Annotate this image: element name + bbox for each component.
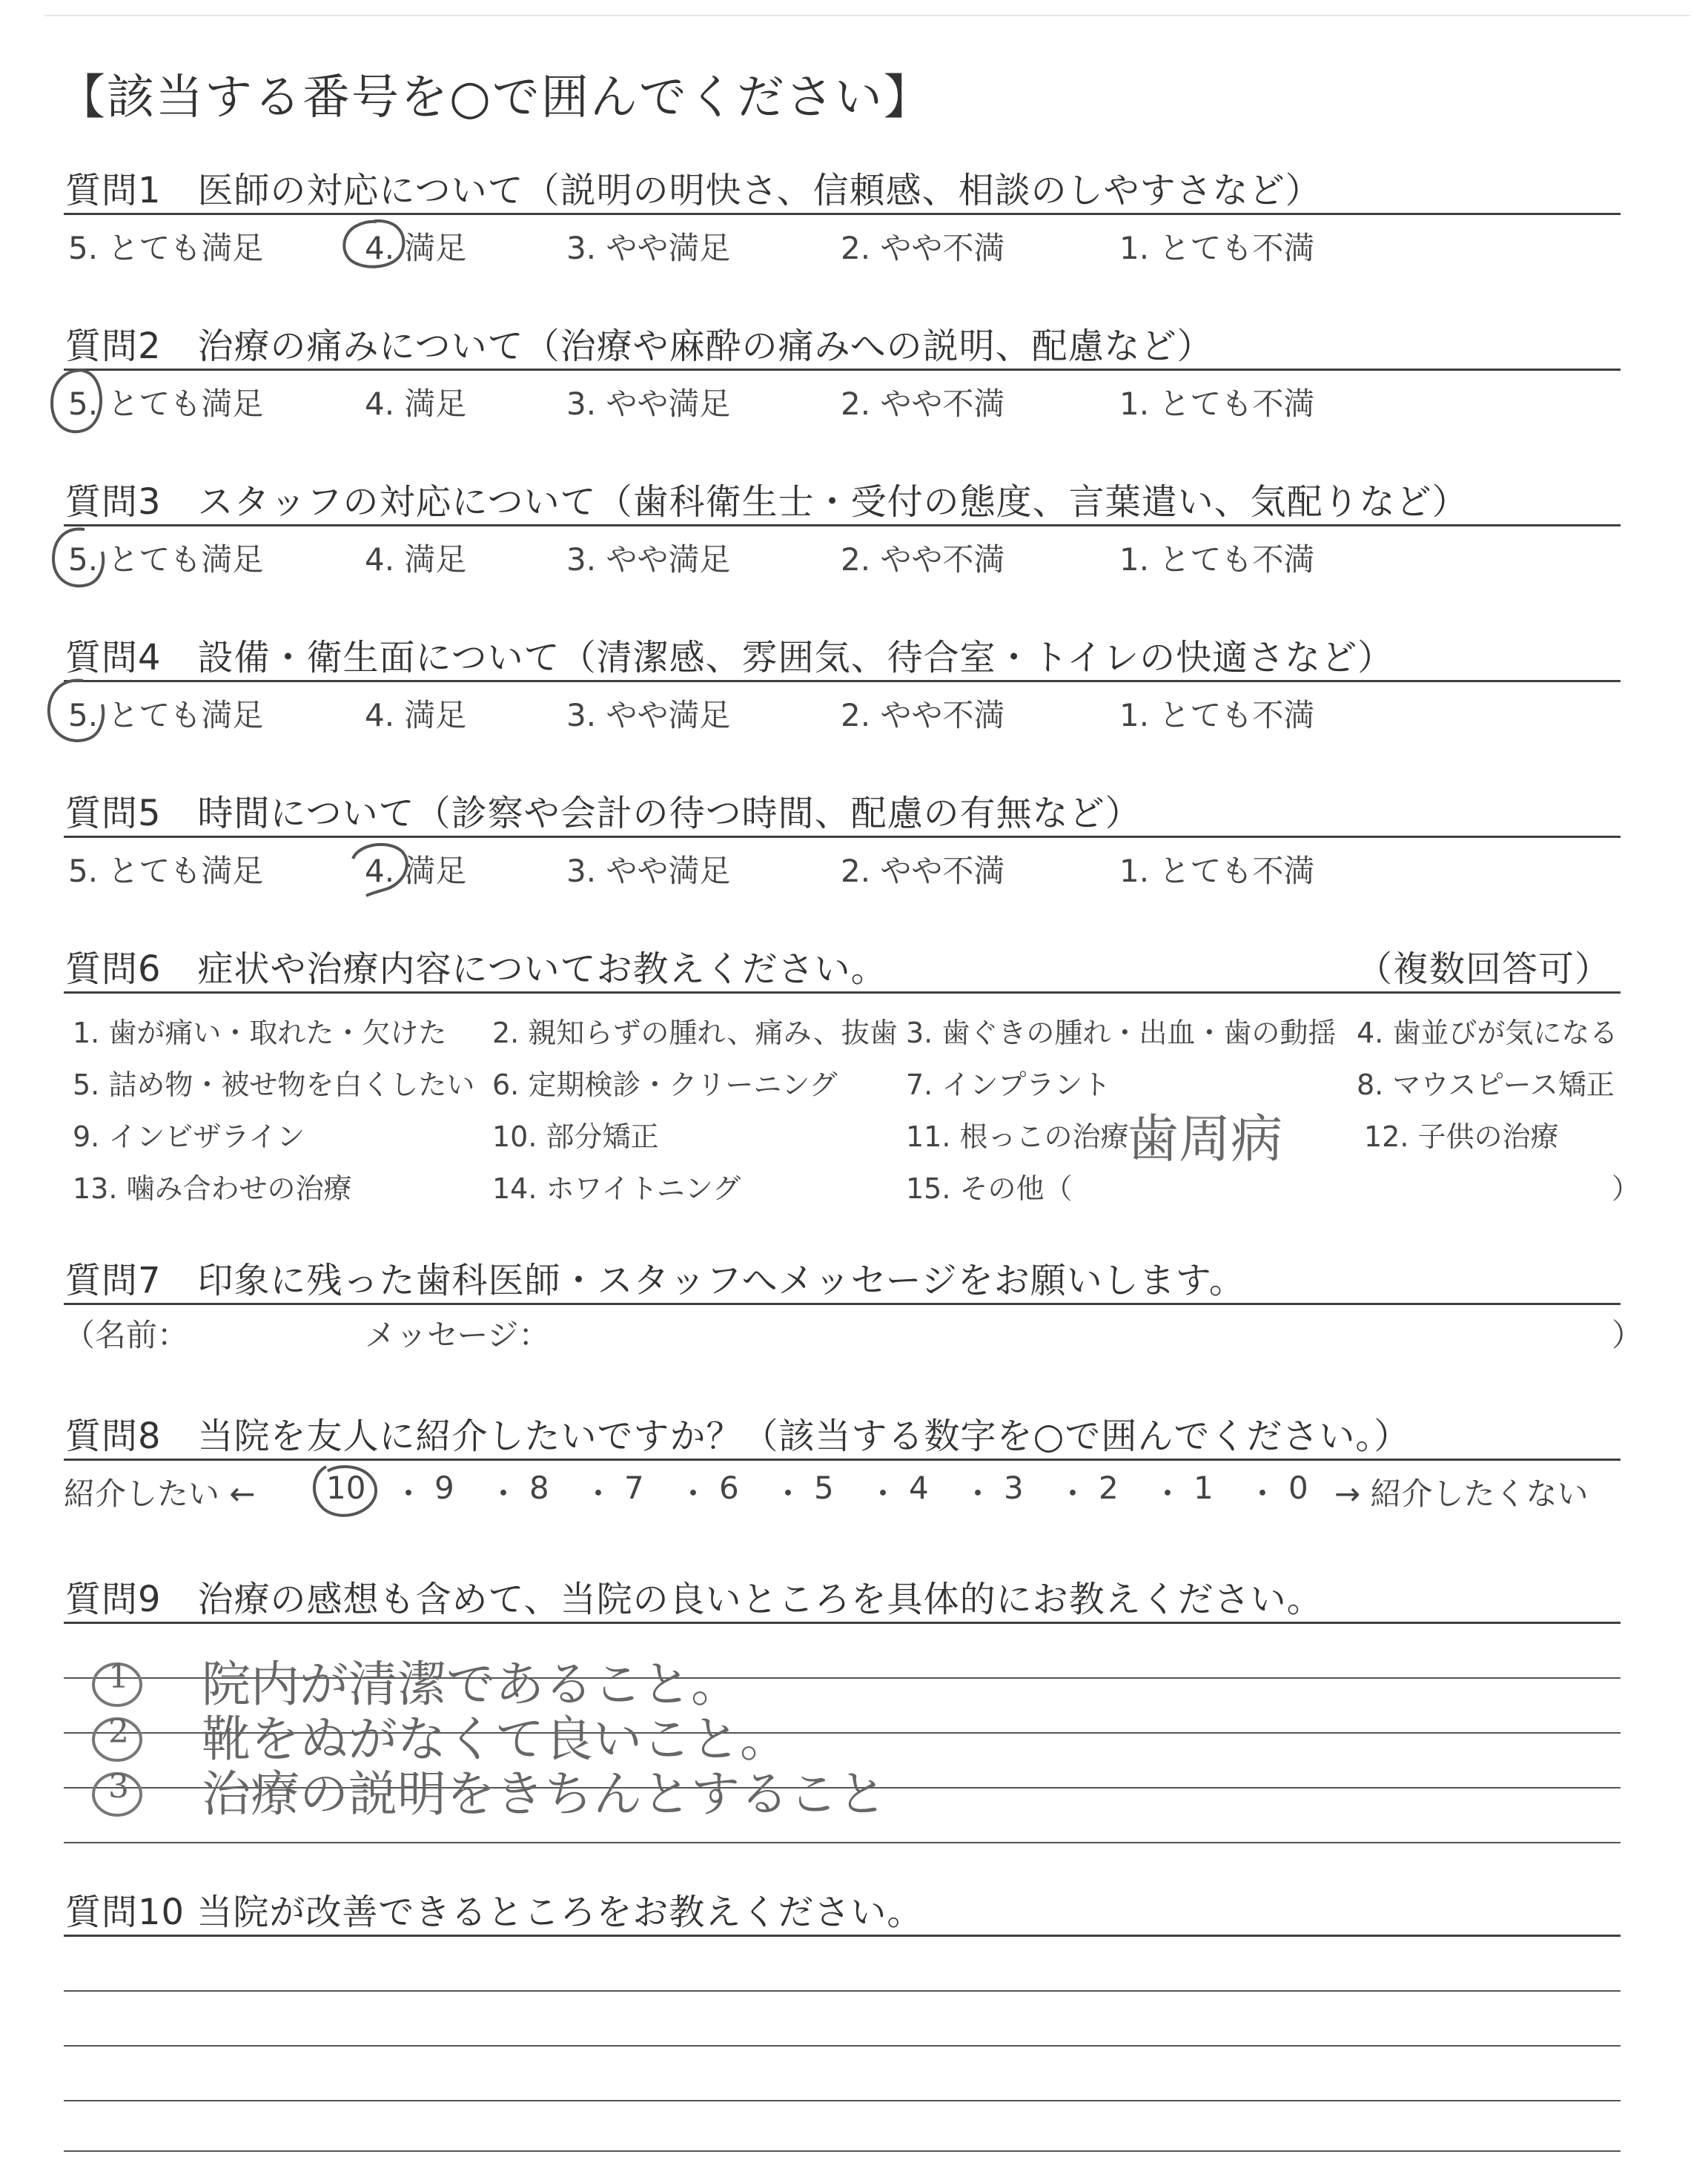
recommend-right-label: → 紹介したくない bbox=[1334, 1476, 1589, 1512]
q3-option-4[interactable]: 4. 満足 bbox=[365, 541, 467, 578]
q3-option-2[interactable]: 2. やや不満 bbox=[841, 541, 1005, 578]
question-9: 質問9 治療の感想も含めて、当院の良いところを具体的にお教えください。 bbox=[65, 1579, 1323, 1620]
handwritten-symptom: 歯周病 bbox=[1127, 1109, 1282, 1169]
scale-value[interactable]: 10 bbox=[326, 1470, 366, 1506]
symptom-item[interactable]: 15. その他（ bbox=[906, 1172, 1073, 1205]
symptom-item[interactable]: 9. インビザライン bbox=[73, 1120, 305, 1153]
question-10-rule bbox=[64, 1935, 1621, 1937]
symptom-item[interactable]: 1. 歯が痛い・取れた・欠けた bbox=[73, 1017, 447, 1049]
q3-option-3[interactable]: 3. やや満足 bbox=[566, 541, 731, 578]
symptom-item[interactable]: 11. 根っこの治療 bbox=[906, 1120, 1129, 1153]
top-border bbox=[44, 15, 1690, 16]
symptom-item[interactable]: 5. 詰め物・被せ物を白くしたい bbox=[73, 1069, 475, 1101]
scale-value[interactable]: 5 bbox=[814, 1470, 834, 1506]
q1-option-3[interactable]: 3. やや満足 bbox=[566, 230, 731, 266]
question-9-rule bbox=[64, 1622, 1621, 1624]
q5-option-3[interactable]: 3. やや満足 bbox=[566, 853, 731, 889]
answer-line bbox=[64, 1842, 1621, 1843]
q2-option-2[interactable]: 2. やや不満 bbox=[841, 386, 1005, 422]
scale-value[interactable]: 1 bbox=[1194, 1470, 1214, 1506]
symptom-item[interactable]: 8. マウスピース矯正 bbox=[1357, 1069, 1615, 1101]
scale-value[interactable]: 6 bbox=[719, 1470, 739, 1506]
answer-text: 院内が清潔であること。 bbox=[202, 1656, 740, 1713]
symptom-item[interactable]: 7. インプラント bbox=[906, 1069, 1111, 1101]
symptom-item[interactable]: 13. 噛み合わせの治療 bbox=[73, 1172, 352, 1205]
question-8-rule bbox=[64, 1459, 1621, 1461]
q5-option-4[interactable]: 4. 満足 bbox=[365, 853, 467, 889]
q2-option-1[interactable]: 1. とても不満 bbox=[1119, 386, 1315, 422]
q1-option-2[interactable]: 2. やや不満 bbox=[841, 230, 1005, 266]
scale-value[interactable]: 9 bbox=[434, 1470, 454, 1506]
question-7-rule bbox=[64, 1303, 1621, 1305]
question-1-rule bbox=[64, 213, 1621, 215]
symptom-item[interactable]: 3. 歯ぐきの腫れ・出血・歯の動揺 bbox=[906, 1017, 1337, 1049]
q2-option-4[interactable]: 4. 満足 bbox=[365, 386, 467, 422]
answer-number: 3 bbox=[108, 1768, 129, 1806]
answer-number: 2 bbox=[108, 1713, 129, 1751]
q1-option-5[interactable]: 5. とても満足 bbox=[68, 230, 264, 266]
symptom-item[interactable]: 10. 部分矯正 bbox=[492, 1120, 659, 1153]
q5-option-1[interactable]: 1. とても不満 bbox=[1119, 853, 1315, 889]
question-6: 質問6 症状や治療内容についてお教えください。 bbox=[65, 948, 887, 990]
answer-line bbox=[64, 2100, 1621, 2101]
page-title: 【該当する番号を○で囲んでください】 bbox=[58, 70, 933, 125]
q2-option-3[interactable]: 3. やや満足 bbox=[566, 386, 731, 422]
q1-selection-circle bbox=[334, 215, 415, 274]
question-10: 質問10 当院が改善できるところをお教えください。 bbox=[65, 1892, 924, 1933]
q2-option-5[interactable]: 5. とても満足 bbox=[68, 386, 264, 422]
symptom-item[interactable]: 14. ホワイトニング bbox=[492, 1172, 741, 1205]
answer-text: 治療の説明をきちんとすること bbox=[202, 1766, 887, 1823]
q3-option-5[interactable]: 5. とても満足 bbox=[68, 541, 264, 578]
scale-value[interactable]: 4 bbox=[909, 1470, 929, 1506]
answer-text: 靴をぬがなくて良いこと。 bbox=[202, 1711, 789, 1768]
answer-line bbox=[64, 1990, 1621, 1992]
q4-option-2[interactable]: 2. やや不満 bbox=[841, 697, 1005, 733]
question-5-rule bbox=[64, 836, 1621, 838]
question-2: 質問2 治療の痛みについて（治療や麻酔の痛みへの説明、配慮など） bbox=[65, 326, 1214, 367]
answer-line bbox=[64, 2150, 1621, 2152]
question-3: 質問3 スタッフの対応について（歯科衛生士・受付の態度、言葉遣い、気配りなど） bbox=[65, 481, 1469, 523]
question-2-rule bbox=[64, 369, 1621, 371]
q4-option-1[interactable]: 1. とても不満 bbox=[1119, 697, 1315, 733]
answer-number: 1 bbox=[108, 1658, 129, 1696]
question-7: 質問7 印象に残った歯科医師・スタッフへメッセージをお願いします。 bbox=[65, 1260, 1245, 1301]
recommend-left-label: 紹介したい ← bbox=[64, 1476, 256, 1512]
q4-option-4[interactable]: 4. 満足 bbox=[365, 697, 467, 733]
q1-option-1[interactable]: 1. とても不満 bbox=[1119, 230, 1315, 266]
q3-option-1[interactable]: 1. とても不満 bbox=[1119, 541, 1315, 578]
q5-selection-circle bbox=[337, 836, 418, 911]
question-1: 質問1 医師の対応について（説明の明快さ、信頼感、相談のしやすさなど） bbox=[65, 170, 1322, 211]
scale-value[interactable]: 0 bbox=[1288, 1470, 1308, 1506]
symptom-item[interactable]: 4. 歯並びが気になる bbox=[1357, 1017, 1618, 1049]
answer-line bbox=[64, 2045, 1621, 2047]
symptom-item[interactable]: 2. 親知らずの腫れ、痛み、抜歯 bbox=[492, 1017, 898, 1049]
q4-option-3[interactable]: 3. やや満足 bbox=[566, 697, 731, 733]
q4-selection-circle bbox=[37, 672, 119, 753]
message-label: メッセージ： bbox=[365, 1317, 550, 1353]
question-8: 質問8 当院を友人に紹介したいですか？（該当する数字を○で囲んでください。） bbox=[65, 1416, 1411, 1457]
question-5: 質問5 時間について（診察や会計の待つ時間、配慮の有無など） bbox=[65, 793, 1142, 834]
scale-value[interactable]: 7 bbox=[624, 1470, 644, 1506]
symptom-item[interactable]: 6. 定期検診・クリーニング bbox=[492, 1069, 838, 1101]
other-close-paren: ） bbox=[1612, 1172, 1641, 1205]
question-6-rule bbox=[64, 991, 1621, 994]
q8-selection-circle bbox=[304, 1458, 385, 1525]
question-6-note: （複数回答可） bbox=[1357, 948, 1612, 990]
symptom-item[interactable]: 12. 子供の治療 bbox=[1364, 1120, 1559, 1153]
q1-option-4[interactable]: 4. 満足 bbox=[365, 230, 467, 266]
q4-option-5[interactable]: 5. とても満足 bbox=[68, 697, 264, 733]
q2-selection-circle bbox=[42, 362, 116, 443]
q5-option-2[interactable]: 2. やや不満 bbox=[841, 853, 1005, 889]
name-label: （名前： bbox=[64, 1317, 189, 1353]
question-4: 質問4 設備・衛生面について（清潔感、雰囲気、待合室・トイレの快適さなど） bbox=[65, 637, 1394, 678]
question-3-rule bbox=[64, 524, 1621, 526]
message-close-paren: ） bbox=[1612, 1317, 1644, 1353]
scale-value[interactable]: 3 bbox=[1004, 1470, 1024, 1506]
scale-value[interactable]: 2 bbox=[1099, 1470, 1119, 1506]
q5-option-5[interactable]: 5. とても満足 bbox=[68, 853, 264, 889]
question-4-rule bbox=[64, 680, 1621, 682]
scale-value[interactable]: 8 bbox=[529, 1470, 549, 1506]
q3-selection-circle bbox=[42, 519, 116, 601]
